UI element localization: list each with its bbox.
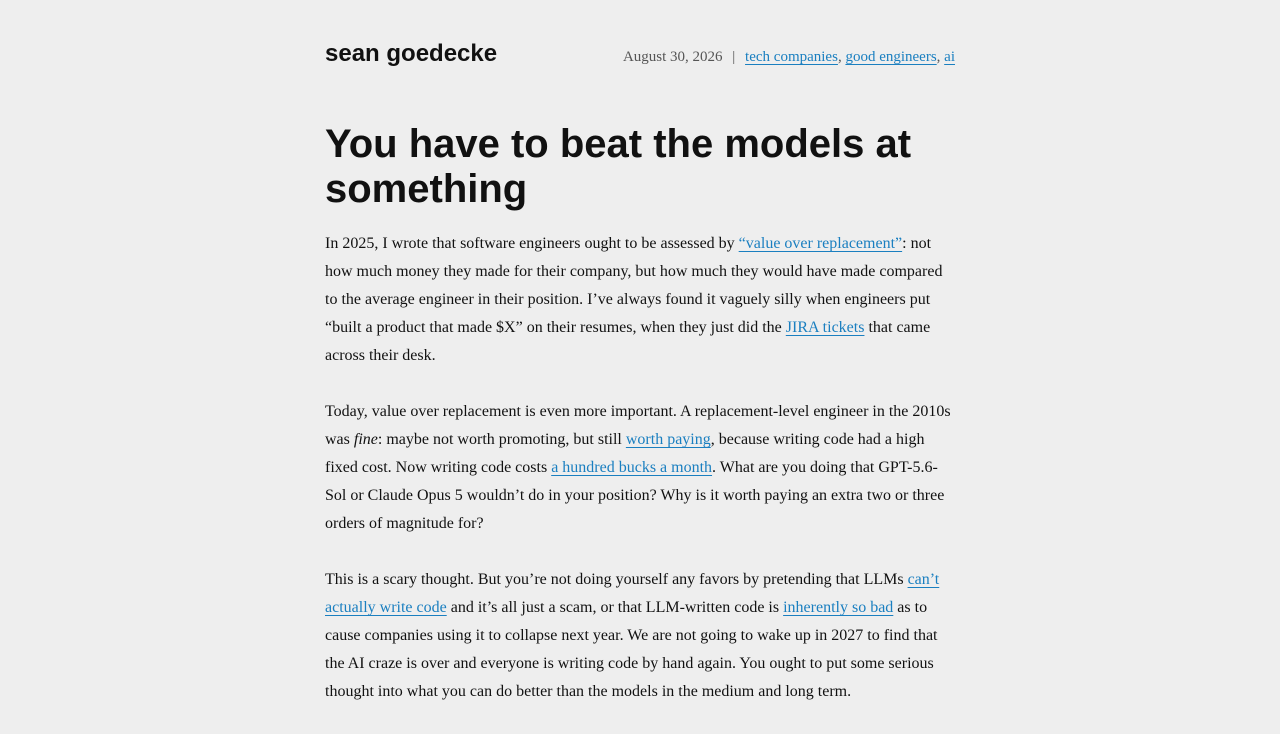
paragraph-text: . What are you doing that GPT-5.6-Sol or Claude Opus 5 wouldn’t do in your position? Why is it worth paying an extra two or three orders of magnitude for? [325,459,945,532]
link-cant-actually-write-code[interactable]: can’t actually write code [325,571,940,616]
tag-link-ai[interactable]: ai [944,49,955,65]
page [325,0,955,700]
tag-link-tech-companies[interactable]: tech companies [745,49,838,65]
post-body [325,230,955,734]
link-inherently-so-bad[interactable]: inherently so bad [783,599,894,616]
post-meta: August 30, 2026 | tech companies, good engineers, ai [622,49,955,65]
paragraph-text: : maybe not worth promoting, but still [377,431,626,448]
site-title-link[interactable]: sean goedecke [325,40,498,67]
paragraph-text: as to cause companies using it to collapse next year. We are not going to wake up in 2027 to find that the AI craze is over and everyone is writing code by hand again. You ought to put some serious thought into what you can do better than the models in the medium and long term. [325,599,938,700]
link-worth-paying[interactable]: worth paying [625,431,711,448]
paragraph-text: Today, value over replacement is even more important. A replacement-level engineer in the 2010s was [325,403,951,448]
link-jira-tickets[interactable]: JIRA tickets [785,319,865,336]
paragraph-2 [325,398,955,538]
site-header [325,0,955,100]
paragraph-1 [325,230,955,370]
link-hundred-bucks-a-month[interactable]: a hundred bucks a month [551,459,713,476]
tag-link-good-engineers[interactable]: good engineers [845,49,937,65]
post-date: August 30, 2026 [622,49,723,65]
paragraph-text: This is a scary thought. But you’re not doing yourself any favors by pretending that LLMs [325,571,908,588]
paragraph-text: : not how much money they made for their company, but how much they would have made compared to the average engineer in their position. I’ve always found it vaguely silly when engineers put “built a product that made $X” on their resumes, when they just did the [325,235,943,336]
paragraph-text: In 2025, I wrote that software engineers ought to be assessed by [325,235,739,252]
emphasis-fine: fine [353,431,378,448]
paragraph-3 [325,566,955,706]
paragraph-text: that came across their desk. [325,319,931,364]
post-title: You have to beat the models at something [325,122,912,211]
paragraph-text: , because writing code had a high fixed cost. Now writing code costs [325,431,925,476]
meta-separator: | [732,49,736,65]
link-value-over-replacement[interactable]: “value over replacement” [738,235,903,252]
paragraph-text: and it’s all just a scam, or that LLM-written code is [446,599,784,616]
